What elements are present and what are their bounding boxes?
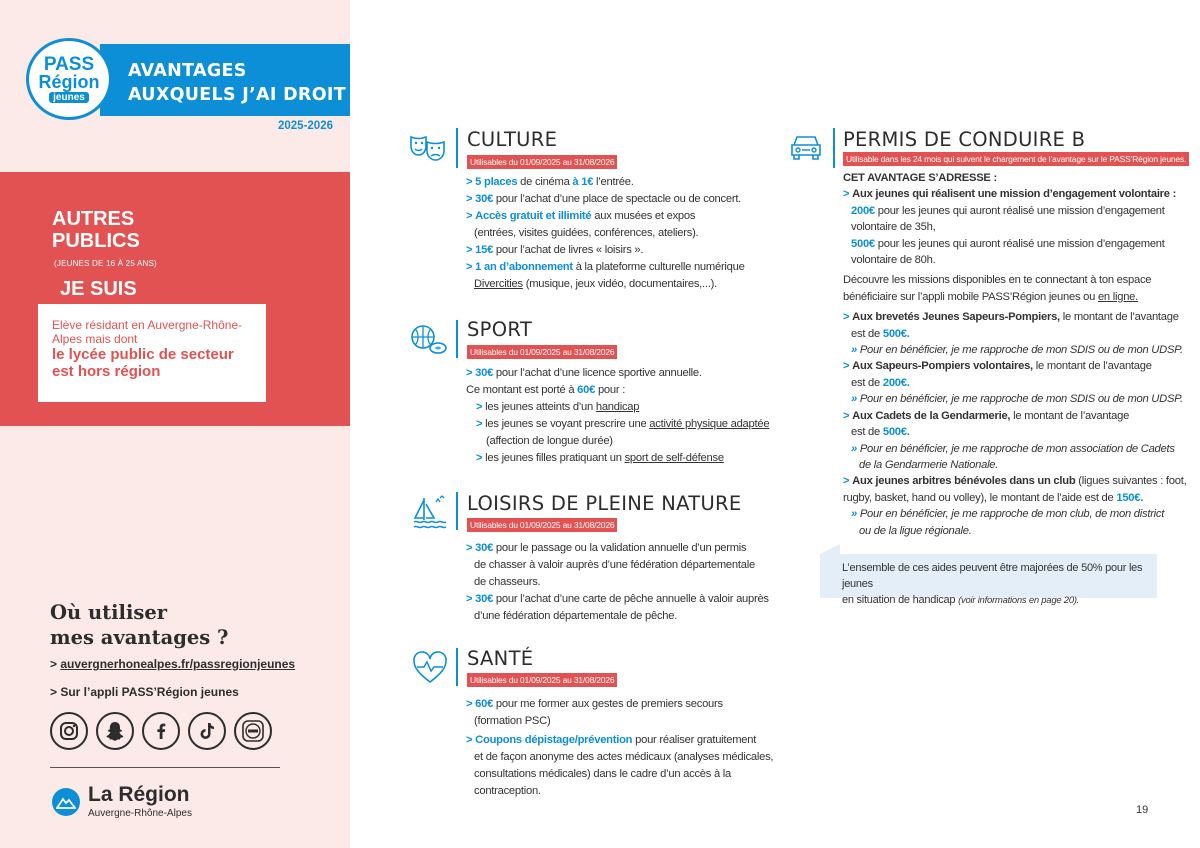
culture-title: CULTURE <box>467 128 558 151</box>
permis-discover-line-1: Découvre les missions disponibles en te connectant à ton espace <box>843 274 1152 287</box>
permis-jsp-prefix: est de <box>851 327 883 340</box>
list-item: > 30€ pour le passage ou la validation annuelle d’un permis <box>466 542 747 554</box>
where-heading-line-2: mes avantages ? <box>50 626 229 649</box>
culture-cinema-price: à 1€ <box>572 176 594 188</box>
year-label: 2025-2026 <box>278 120 333 132</box>
sante-coupons-line-3: consultations médicales) dans le cadre d’un accès à la <box>474 768 732 780</box>
website-link[interactable] <box>50 657 295 671</box>
nature-list <box>466 540 769 625</box>
handicap-note-ref: (voir informations en page 20). <box>958 595 1080 606</box>
culture-museum-text: aux musées et expos <box>591 210 696 222</box>
publics-title <box>52 208 140 252</box>
permis-arb-note-text: Pour en bénéficier, je me rapproche de mon club, de mon district <box>859 508 1165 521</box>
permis-mission-35h-amount: 200€ <box>851 204 875 217</box>
permis-title: PERMIS DE CONDUIRE B <box>843 128 1086 151</box>
sante-bar <box>456 648 458 686</box>
nature-fishing-line-2: d’une fédération départementale de pêche. <box>474 610 678 622</box>
list-item: > 60€ pour me former aux gestes de premiers secours <box>466 698 723 710</box>
permis-gend-heading: Aux Cadets de la Gendarmerie, <box>852 409 1011 422</box>
handicap-link[interactable]: handicap <box>595 401 640 413</box>
page-number: 19 <box>1136 804 1149 816</box>
permis-mission-heading: Aux jeunes qui réalisent une mission d’engagement volontaire : <box>852 188 1177 201</box>
nature-hunting-amount: 30€ <box>475 542 494 554</box>
nature-title: LOISIRS DE PLEINE NATURE <box>467 492 742 515</box>
culture-show-amount: 30€ <box>475 193 494 205</box>
sante-psc-amount: 60€ <box>475 698 494 710</box>
permis-spv-prefix: est de <box>851 376 883 389</box>
permis-jsp-text: le montant de l’avantage <box>1059 311 1179 324</box>
permis-gend-prefix: est de <box>851 426 883 439</box>
page-title <box>100 44 350 116</box>
note-corner <box>820 544 840 554</box>
publics-panel <box>0 172 350 426</box>
list-item: > 1 an d’abonnement à la plateforme culturelle numérique <box>466 261 745 273</box>
list-item: > Aux Sapeurs-Pompiers volontaires, le montant de l’avantage <box>843 360 1152 373</box>
culture-validity-tag: Utilisables du 01/09/2025 au 31/08/2026 <box>467 155 617 169</box>
list-item: > 30€ pour l’achat d’une place de spectacle ou de concert. <box>466 193 742 205</box>
sante-title: SANTÉ <box>467 647 534 670</box>
self-defense-link[interactable]: sport de self-défense <box>624 452 724 464</box>
nature-fishing-amount: 30€ <box>475 593 494 605</box>
list-item: > 30€ pour l’achat d’une carte de pêche annuelle à valoir auprès <box>466 593 769 605</box>
permis-spv-note: » Pour en bénéficier, je me rapproche de mon SDIS ou de mon UDSP. <box>851 393 1183 406</box>
culture-list <box>466 174 745 293</box>
nature-hunting-text: pour le passage ou la validation annuelle d’un permis <box>493 542 747 554</box>
culture-museum-access: Accès gratuit et illimité <box>475 210 592 222</box>
permis-jsp-amount-line <box>843 326 1186 342</box>
permis-arb-heading: Aux jeunes arbitres bénévoles dans un club <box>852 475 1076 488</box>
la-region-logo <box>52 784 192 819</box>
en-ligne-link[interactable]: en ligne. <box>1097 290 1139 303</box>
permis-list <box>843 170 1186 539</box>
pass-region-logo <box>26 38 112 120</box>
divider <box>50 767 280 768</box>
social-links <box>50 712 272 750</box>
culture-museum-detail: (entrées, visites guidées, conférences, ateliers). <box>474 227 699 239</box>
permis-jsp-amount: 500€. <box>882 327 910 340</box>
culture-subscription-text: à la plateforme culturelle numérique <box>572 261 745 273</box>
nature-hunting-line-2: de chasser à valoir auprès d’une fédération départementale <box>474 559 755 571</box>
culture-show-text: pour l’achat d’une place de spectacle ou de concert. <box>493 193 742 205</box>
publics-subtitle: (JEUNES DE 16 À 25 ANS) <box>54 259 157 268</box>
list-item: > Aux Cadets de la Gendarmerie, le montant de l’avantage <box>843 409 1130 422</box>
sante-coupons-line-2: et de façon anonyme des actes médicaux (analyses médicales, <box>474 751 774 763</box>
sante-psc-detail: (formation PSC) <box>474 715 551 727</box>
permis-spv-amount-line <box>843 375 1186 391</box>
culture-divercities-text: (musique, jeux vidéo, documentaires,...). <box>522 278 717 290</box>
car-icon <box>786 128 826 168</box>
permis-mission-80h-end: volontaire de 80h. <box>851 254 936 267</box>
divercities-link[interactable]: Divercities <box>474 278 523 290</box>
permis-bar <box>833 128 835 168</box>
list-item <box>843 203 1186 219</box>
sport-increase-amount: 60€ <box>577 384 596 396</box>
website-link-url[interactable]: auvergnerhonealpes.fr/passregionjeunes <box>60 657 296 671</box>
sidebar <box>0 0 350 848</box>
nature-validity-tag: Utilisables du 01/09/2025 au 31/08/2026 <box>467 518 617 532</box>
sante-coupons: Coupons dépistage/prévention <box>475 734 633 746</box>
sport-increase-text: Ce montant est porté à <box>466 384 578 396</box>
app-link[interactable]: > Sur l’appli PASS’Région jeunes <box>50 685 239 699</box>
culture-bar <box>456 128 458 168</box>
handicap-note <box>820 554 1157 606</box>
permis-gend-text: le montant de l’avantage <box>1010 409 1130 422</box>
permis-spv-amount: 200€. <box>882 376 910 389</box>
profile-highlight: le lycée public de secteur est hors région <box>52 346 234 380</box>
sport-licence-amount: 30€ <box>475 367 494 379</box>
culture-cinema-end: l’entrée. <box>593 176 634 188</box>
sante-coupons-text: pour réaliser gratuitement <box>632 734 757 746</box>
sailboat-icon <box>410 492 450 532</box>
where-heading-line-1: Où utiliser <box>50 601 168 624</box>
mountain-icon <box>52 788 80 816</box>
list-item: > les jeunes se voyant prescrire une activité physique adaptée <box>476 418 770 430</box>
sport-bar <box>456 320 458 358</box>
permis-gend-amount-line <box>843 424 1186 440</box>
list-item <box>466 382 769 399</box>
page-title-line-1: AVANTAGES <box>128 61 247 81</box>
permis-target-heading: CET AVANTAGE S’ADRESSE : <box>843 172 997 184</box>
permis-gend-note-text: Pour en bénéficier, je me rapproche de mon association de Cadets <box>859 442 1175 455</box>
profile-text: Elève résidant en Auvergne-Rhône-Alpes mais dont <box>52 318 243 346</box>
pass-region-app-icon[interactable] <box>234 712 272 750</box>
nature-bar <box>456 492 458 530</box>
facebook-icon[interactable] <box>142 712 180 750</box>
snapchat-icon[interactable] <box>96 712 134 750</box>
permis-gend-note-end: de la Gendarmerie Nationale. <box>859 458 999 471</box>
permis-arb-prefix: rugby, basket, hand ou volley), le montant de l’aide est de <box>843 491 1117 504</box>
permis-arb-note-end: ou de la ligue régionale. <box>859 524 972 537</box>
culture-subscription: 1 an d’abonnement <box>475 261 573 273</box>
permis-discover-text: bénéficiaire sur l’appli mobile PASS’Région jeunes ou <box>843 290 1098 303</box>
logo-line-1: PASS <box>43 54 95 75</box>
list-item: > Aux jeunes qui réalisent une mission d’engagement volontaire : <box>843 188 1177 201</box>
list-item: > les jeunes filles pratiquant un sport de self-défense <box>476 452 724 464</box>
list-item: > 15€ pour l’achat de livres « loisirs ». <box>466 244 644 256</box>
je-suis-label: JE SUIS <box>60 278 137 300</box>
sport-apa-detail: (affection de longue durée) <box>486 435 613 447</box>
profile-box <box>38 304 266 402</box>
where-heading <box>50 600 228 650</box>
handicap-note-line-1: L’ensemble de ces aides peuvent être majorées de 50% pour les jeunes <box>842 562 1143 590</box>
permis-spv-note-text: Pour en bénéficier, je me rapproche de mon SDIS ou de mon UDSP. <box>859 393 1183 406</box>
publics-title-line-1: AUTRES <box>52 208 135 230</box>
culture-divercities-line <box>466 276 745 293</box>
sport-apa-text: les jeunes se voyant prescrire une <box>485 418 650 430</box>
sante-coupons-line-4: contraception. <box>474 785 541 797</box>
sport-balls-icon <box>408 320 448 360</box>
activite-physique-link[interactable]: activité physique adaptée <box>649 418 770 430</box>
permis-validity-tag: Utilisable dans les 24 mois qui suivent le chargement de l’avantage sur le PASS’Région jeunes. <box>843 152 1189 166</box>
culture-books-amount: 15€ <box>475 244 494 256</box>
permis-spv-heading: Aux Sapeurs-Pompiers volontaires, <box>852 360 1033 373</box>
sport-title: SPORT <box>467 318 533 341</box>
list-item: > Accès gratuit et illimité aux musées et expos <box>466 210 696 222</box>
permis-mission-35h-end: volontaire de 35h, <box>851 221 936 234</box>
permis-arb-amount-line <box>843 490 1186 506</box>
sport-handicap-text: les jeunes atteints d’un <box>485 401 596 413</box>
sport-list <box>466 365 769 467</box>
list-item: > les jeunes atteints d’un handicap <box>476 401 640 413</box>
sante-psc-text: pour me former aux gestes de premiers secours <box>493 698 723 710</box>
handicap-note-line-2 <box>842 592 1145 609</box>
logo-line-2: Région <box>38 72 100 92</box>
sport-increase-end: pour : <box>595 384 626 396</box>
culture-cinema-places: 5 places <box>475 176 518 188</box>
tiktok-icon[interactable] <box>188 712 226 750</box>
sport-validity-tag: Utilisables du 01/09/2025 au 31/08/2026 <box>467 345 617 359</box>
list-item: > Coupons dépistage/prévention pour réaliser gratuitement <box>466 734 757 746</box>
sport-selfdefense-text: les jeunes filles pratiquant un <box>485 452 625 464</box>
permis-mission-35h-text: pour les jeunes qui auront réalisé une mission d’engagement <box>874 204 1165 217</box>
permis-jsp-note: » Pour en bénéficier, je me rapproche de mon SDIS ou de mon UDSP. <box>851 344 1183 357</box>
handicap-note-text: en situation de handicap <box>842 594 959 606</box>
permis-mission-80h-amount: 500€ <box>851 237 875 250</box>
list-item: > 5 places de cinéma à 1€ l’entrée. <box>466 176 634 188</box>
permis-gend-note: » Pour en bénéficier, je me rapproche de mon association de Cadets <box>851 442 1175 455</box>
permis-jsp-heading: Aux brevetés Jeunes Sapeurs-Pompiers, <box>852 311 1060 324</box>
sante-validity-tag: Utilisables du 01/09/2025 au 31/08/2026 <box>467 673 617 687</box>
list-item <box>843 236 1186 252</box>
permis-gend-amount: 500€. <box>882 426 910 439</box>
region-subname: Auvergne-Rhône-Alpes <box>88 808 192 819</box>
sport-licence-text: pour l’achat d’une licence sportive annuelle. <box>493 367 702 379</box>
culture-cinema-text: de cinéma <box>517 176 573 188</box>
website-link-prefix: > <box>50 657 61 671</box>
permis-mission-80h-text: pour les jeunes qui auront réalisé une mission d’engagement <box>874 237 1165 250</box>
page-title-line-2: AUXQUELS J’AI DROIT <box>128 85 346 105</box>
list-item: > Aux brevetés Jeunes Sapeurs-Pompiers, le montant de l’avantage <box>843 311 1179 324</box>
permis-arb-note: » Pour en bénéficier, je me rapproche de mon club, de mon district <box>851 508 1165 521</box>
logo-line-3: jeunes <box>49 92 89 103</box>
instagram-icon[interactable] <box>50 712 88 750</box>
region-name: La Région <box>88 783 190 806</box>
culture-books-text: pour l’achat de livres « loisirs ». <box>493 244 644 256</box>
sante-list <box>466 696 773 800</box>
heart-pulse-icon <box>410 648 450 688</box>
permis-discover-line-2 <box>843 289 1186 305</box>
theatre-masks-icon <box>408 128 448 168</box>
list-item: > Aux jeunes arbitres bénévoles dans un club (ligues suivantes : foot, <box>843 475 1187 488</box>
publics-title-line-2: PUBLICS <box>52 230 140 252</box>
permis-arb-amount: 150€. <box>1116 491 1144 504</box>
nature-hunting-line-3: de chasseurs. <box>474 576 541 588</box>
permis-jsp-note-text: Pour en bénéficier, je me rapproche de mon SDIS ou de mon UDSP. <box>859 344 1183 357</box>
permis-spv-text: le montant de l’avantage <box>1032 360 1152 373</box>
list-item: > 30€ pour l’achat d’une licence sportive annuelle. <box>466 367 702 379</box>
nature-fishing-text: pour l’achat d’une carte de pêche annuelle à valoir auprès <box>493 593 769 605</box>
permis-arb-text: (ligues suivantes : foot, <box>1075 475 1187 488</box>
